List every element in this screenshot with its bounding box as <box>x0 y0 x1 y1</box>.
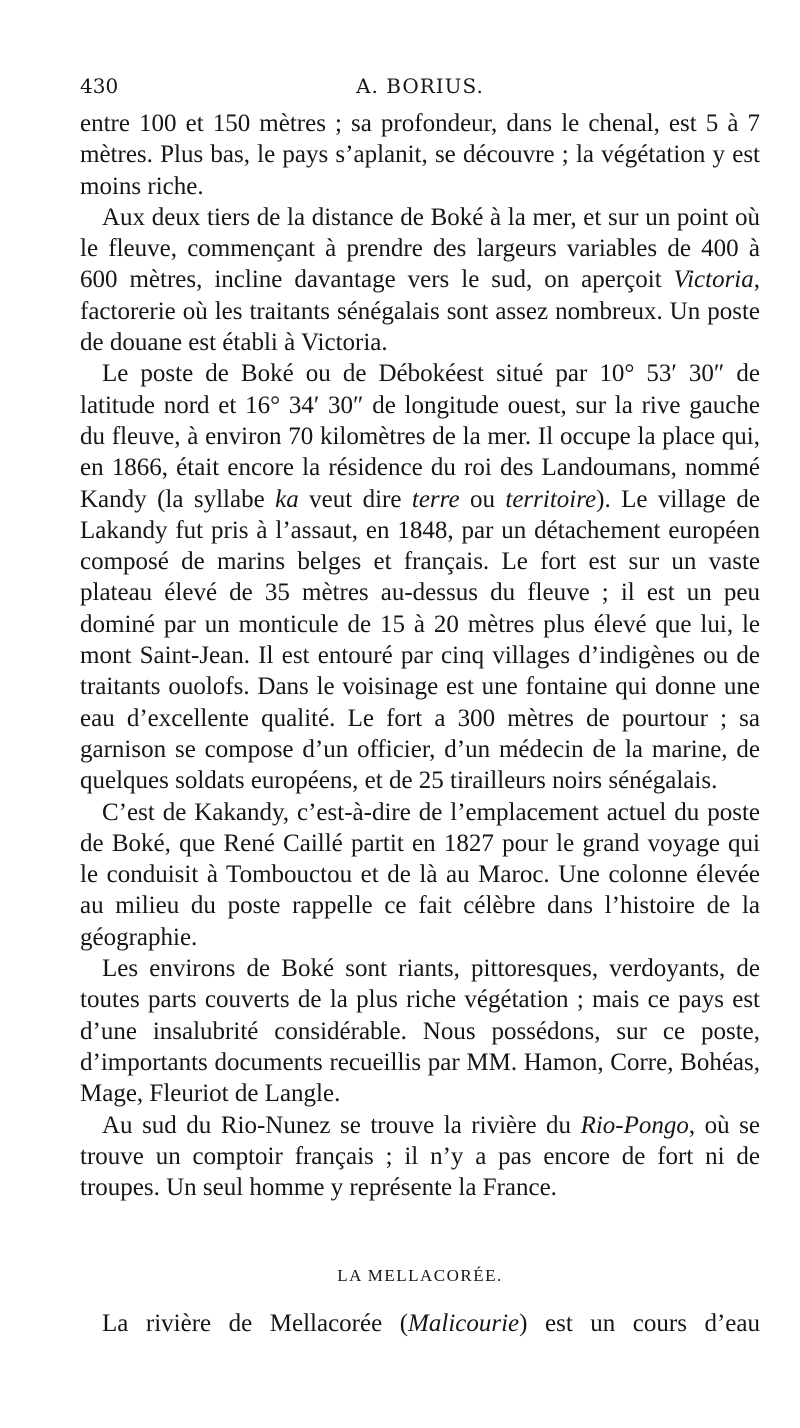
paragraph-3-text: Le poste de Boké ou de Débokéest situé par 10° 53′ 30″ de latitude nord et 16° 34′ 30″ de longitude ouest, sur la rive gauche du fleuve, à environ 70 kilomètres de la mer. Il occupe la place qui, en 1866, était encore la résidence du roi des Landoumans, nommé Kandy (la syllabe <box>80 360 760 513</box>
body-text <box>80 108 760 1203</box>
paragraph-4-text: C’est de Kakandy, c’est-à-dire de l’emplacement actuel du poste de Boké, que René Caillé partit en 1827 pour le grand voyage qui le conduisit à Tombouctou et de là au Maroc. Une colonne élevée au milieu du poste rappelle ce fait célèbre dans l’histoire de la géographie. <box>80 798 760 951</box>
paragraph-1-text: entre 100 et 150 mètres ; sa profondeur, dans le chenal, est 5 à 7 mètres. Plus bas, le pays s’aplanit, se découvre ; la végétation y est moins riche. <box>80 110 760 200</box>
paragraph-1 <box>80 108 760 202</box>
paragraph-3 <box>80 358 760 796</box>
paragraph-3-mid-2: ou <box>459 485 506 513</box>
last-paragraph-text: La rivière de Mellacorée ( <box>102 1310 409 1337</box>
paragraph-6-after: , où se trouve un comptoir français ; il n’y a pas encore de fort ni de troupes. Un seul homme y représente la France. <box>80 1111 760 1202</box>
paragraph-5 <box>80 953 760 1109</box>
last-paragraph-after: ) est un cours d’eau <box>519 1310 760 1337</box>
running-title: A. BORIUS. <box>356 74 484 98</box>
last-paragraph-italic: Malicourie <box>408 1310 520 1337</box>
paragraph-3-italic: ka <box>275 485 299 513</box>
paragraph-5-text: Les environs de Boké sont riants, pittoresques, verdoyants, de toutes parts couverts de la plus riche végétation ; mais ce pays est d’une insalubrité considérable. Nous possédons, sur ce poste, d’importants documents recueillis par MM. Hamon, Corre, Bohéas, Mage, Fleuriot de Langle. <box>80 955 760 1108</box>
paragraph-2-italic: Victoria <box>673 266 754 294</box>
paragraph-3-italic-2: terre <box>411 485 460 513</box>
paragraph-2-after: , factorerie où les traitants sénégalais sont assez nombreux. Un poste de douane est établi à Victoria. <box>80 266 760 357</box>
paragraph-3-mid: veut dire <box>298 485 412 513</box>
section-title: LA MELLACORÉE. <box>337 1266 503 1285</box>
paragraph-2-text: Aux deux tiers de la distance de Boké à la mer, et sur un point où le fleuve, commençant à prendre des largeurs variables de 400 à 600 mètres, incline davantage vers le sud, on aperçoit <box>80 203 760 294</box>
paragraph-6-text: Au sud du Rio-Nunez se trouve la rivière du <box>102 1111 581 1139</box>
paragraph-4 <box>80 797 760 953</box>
paragraph-6-italic: Rio-Pongo <box>580 1111 689 1139</box>
page-number: 430 <box>80 74 119 98</box>
last-paragraph <box>80 1308 760 1370</box>
paragraph-6 <box>80 1110 760 1204</box>
paragraph-3-italic-3: territoire <box>505 485 597 513</box>
paragraph-3-after: ). Le village de Lakandy fut pris à l’assaut, en 1848, par un détachement européen composé de marins belges et français. Le fort est sur un vaste plateau élevé de 35 mètres au-dessus du fleuve ; il est un peu dominé par un monticule de 15 à 20 mètres plus élevé que lui, le mont Saint-Jean. Il est entouré par cinq villages d’indigènes ou de traitants ouolofs. Dans le voisinage est une fontaine qui donne une eau d’excellente qualité. Le fort a 300 mètres de pourtour ; sa garnison se compose d’un officier, d’un médecin de la marine, de quelques soldats européens, et de 25 tirailleurs noirs sénégalais. <box>80 485 760 795</box>
paragraph-2 <box>80 202 760 358</box>
running-head <box>80 74 760 104</box>
